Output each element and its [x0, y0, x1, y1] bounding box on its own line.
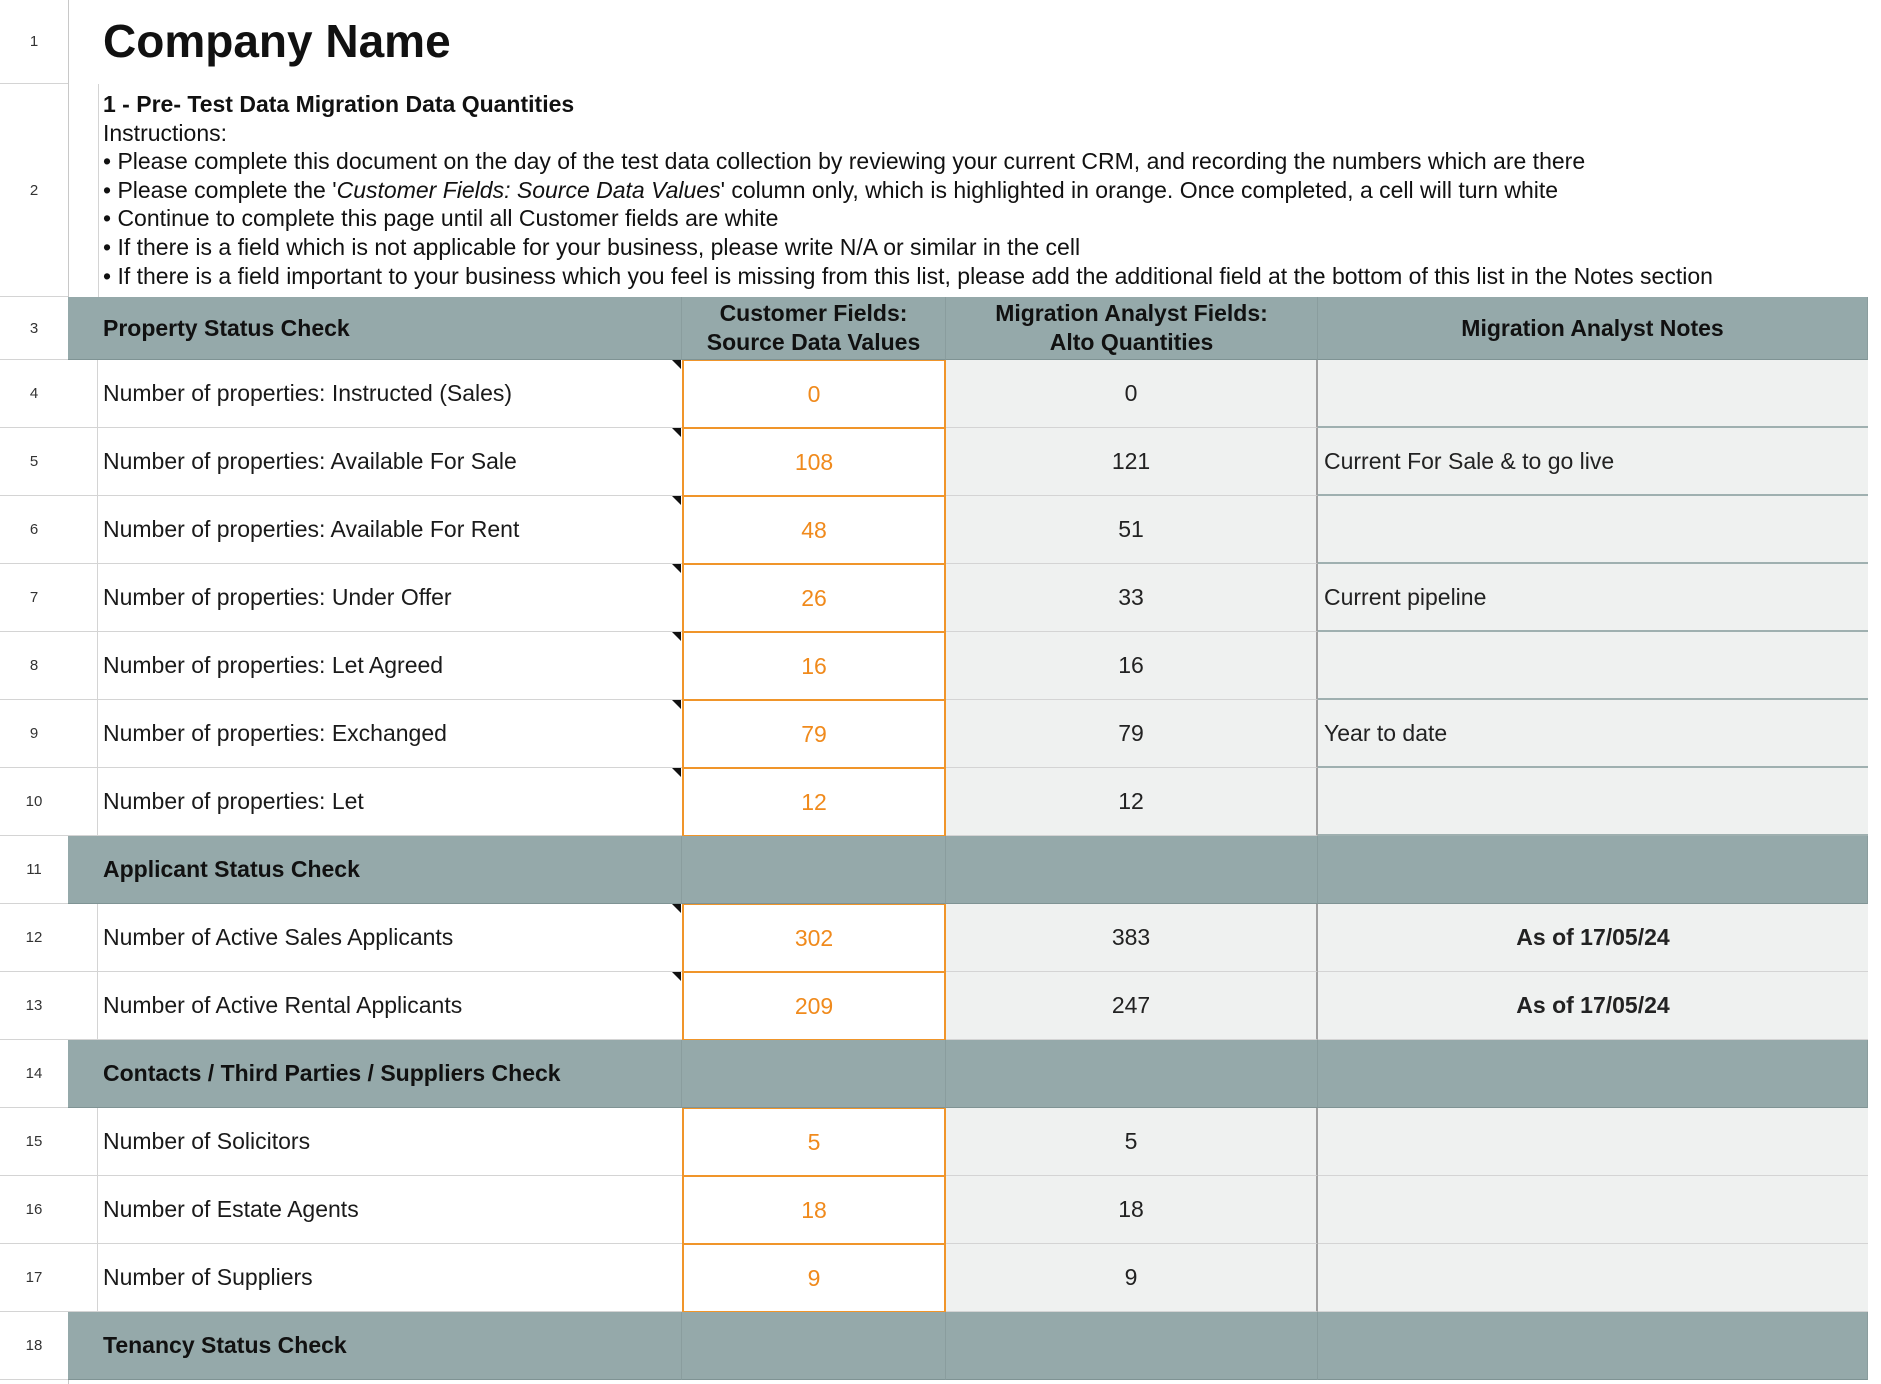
row-number[interactable]: 14 [0, 1040, 68, 1108]
row-label: Number of properties: Instructed (Sales) [103, 380, 513, 406]
customer-value-cell[interactable]: 26 [682, 564, 946, 632]
row-number[interactable]: 5 [0, 428, 68, 496]
notes-cell[interactable] [1318, 632, 1868, 700]
section-row [68, 836, 1868, 904]
row-gap-cell [68, 904, 98, 971]
section-heading: 1 - Pre- Test Data Migration Data Quantities [103, 91, 575, 117]
row-number[interactable]: 13 [0, 972, 68, 1040]
row-label: Number of Active Rental Applicants [103, 992, 463, 1018]
row-label-cell[interactable] [68, 632, 682, 700]
row-number-column [0, 0, 69, 1384]
alto-value-cell[interactable]: 79 [946, 700, 1318, 768]
notes-cell[interactable]: Year to date [1318, 700, 1868, 768]
instruction-bullet: • Please complete this document on the day of the test data collection by reviewing your current CRM, and recording the numbers which are there [103, 148, 1586, 175]
notes-cell[interactable] [1318, 1108, 1868, 1176]
alto-value-cell[interactable]: 51 [946, 496, 1318, 564]
customer-value-cell[interactable]: 209 [682, 972, 946, 1040]
comment-indicator-icon[interactable] [672, 972, 681, 981]
row-gap-cell [68, 768, 98, 835]
row-number[interactable]: 9 [0, 700, 68, 768]
row-label-cell[interactable] [68, 360, 682, 428]
header-line: Source Data Values [706, 329, 921, 355]
section-row [68, 1040, 1868, 1108]
header-line: Customer Fields: [719, 300, 908, 326]
comment-indicator-icon[interactable] [672, 564, 681, 573]
customer-value-cell[interactable]: 48 [682, 496, 946, 564]
alto-value-cell[interactable]: 12 [946, 768, 1318, 836]
section-cell[interactable] [682, 1040, 946, 1108]
row-label: Number of Solicitors [103, 1128, 311, 1154]
customer-value-cell[interactable]: 16 [682, 632, 946, 700]
row-label: Number of properties: Let [103, 788, 364, 814]
row-label: Number of properties: Let Agreed [103, 652, 444, 678]
table-row [68, 428, 1868, 496]
row-label-cell[interactable] [68, 1176, 682, 1244]
row-label-cell[interactable] [68, 428, 682, 496]
customer-value-cell[interactable]: 79 [682, 700, 946, 768]
row-gap-cell[interactable] [68, 84, 99, 297]
section-title-tenancy[interactable]: Tenancy Status Check [68, 1312, 682, 1380]
alto-value-cell[interactable]: 247 [946, 972, 1318, 1040]
header-line: Migration Analyst Fields: [995, 300, 1268, 326]
table-row [68, 1244, 1868, 1312]
instruction-text: ' column only, which is highlighted in orange. Once completed, a cell will turn white [720, 176, 1559, 203]
row-label: Number of Estate Agents [103, 1196, 359, 1222]
row-number[interactable]: 15 [0, 1108, 68, 1176]
header-line: Alto Quantities [1049, 329, 1214, 355]
section-cell[interactable] [1318, 836, 1868, 904]
row-number[interactable]: 18 [0, 1312, 68, 1380]
row-gap-cell [68, 564, 98, 631]
table-row [68, 564, 1868, 632]
row-label-cell[interactable] [68, 564, 682, 632]
customer-value-cell[interactable]: 302 [682, 904, 946, 972]
row-gap-cell [68, 1176, 98, 1243]
notes-cell[interactable]: Current pipeline [1318, 564, 1868, 632]
notes-cell[interactable] [1318, 496, 1868, 564]
table-row [68, 768, 1868, 836]
instruction-text: • Please complete the ' [103, 176, 337, 203]
customer-value-cell[interactable]: 108 [682, 428, 946, 496]
row-number[interactable]: 11 [0, 836, 68, 904]
section-cell[interactable] [682, 836, 946, 904]
section-cell[interactable] [946, 836, 1318, 904]
alto-value-cell[interactable]: 16 [946, 632, 1318, 700]
alto-value-cell[interactable]: 121 [946, 428, 1318, 496]
section-row [68, 1312, 1868, 1380]
table-row [68, 904, 1868, 972]
alto-value-cell[interactable]: 5 [946, 1108, 1318, 1176]
row-label-cell[interactable] [68, 700, 682, 768]
customer-value-cell[interactable]: 18 [682, 1176, 946, 1244]
customer-value-cell[interactable]: 12 [682, 768, 946, 836]
table-row [68, 1108, 1868, 1176]
comment-indicator-icon[interactable] [672, 632, 681, 641]
row-gap-cell [68, 1244, 98, 1311]
instruction-bullet: • If there is a field important to your business which you feel is missing from this list, please add the additional field at the bottom of this list in the Notes section [103, 262, 1713, 289]
comment-indicator-icon[interactable] [672, 904, 681, 913]
instruction-bullet: • Continue to complete this page until all Customer fields are white [103, 205, 779, 232]
row-label-cell[interactable] [68, 1108, 682, 1176]
row-number[interactable]: 6 [0, 496, 68, 564]
row-number[interactable]: 2 [0, 84, 68, 297]
row-number[interactable]: 3 [0, 297, 68, 360]
table-row [68, 496, 1868, 564]
alto-value-cell[interactable]: 0 [946, 360, 1318, 428]
section-cell[interactable] [1318, 1312, 1868, 1380]
row-label-cell[interactable] [68, 768, 682, 836]
customer-value-cell[interactable]: 9 [682, 1244, 946, 1312]
row-number[interactable]: 10 [0, 768, 68, 836]
customer-value-cell[interactable]: 5 [682, 1108, 946, 1176]
customer-value-cell[interactable]: 0 [682, 360, 946, 428]
notes-cell[interactable] [1318, 360, 1868, 428]
table-row [68, 700, 1868, 768]
row-gap-cell [68, 1108, 98, 1175]
notes-cell[interactable]: Current For Sale & to go live [1318, 428, 1868, 496]
instruction-emphasis: Customer Fields: Source Data Values [336, 176, 721, 203]
section-cell[interactable] [682, 1312, 946, 1380]
row-gap-cell [68, 428, 98, 495]
row-number[interactable]: 16 [0, 1176, 68, 1244]
notes-cell[interactable]: As of 17/05/24 [1318, 904, 1868, 972]
row-label-cell[interactable] [68, 972, 682, 1040]
comment-indicator-icon[interactable] [672, 768, 681, 777]
row-label-cell[interactable] [68, 904, 682, 972]
page-title[interactable]: Company Name [103, 15, 451, 67]
row-gap-cell [68, 700, 98, 767]
section-title-contacts[interactable]: Contacts / Third Parties / Suppliers Check [68, 1040, 682, 1108]
header-analyst-fields[interactable] [946, 297, 1318, 360]
instruction-bullet: • If there is a field which is not applicable for your business, please write N/A or similar in the cell [103, 233, 1081, 260]
instructions-block[interactable] [103, 90, 1863, 290]
row-label: Number of properties: Available For Sale [103, 448, 517, 474]
section-cell[interactable] [1318, 1040, 1868, 1108]
row-gap-cell [68, 360, 98, 427]
comment-indicator-icon[interactable] [672, 360, 681, 369]
table-row [68, 1176, 1868, 1244]
row-label: Number of properties: Under Offer [103, 584, 452, 610]
row-label: Number of properties: Available For Rent [103, 516, 520, 542]
row-number[interactable]: 8 [0, 632, 68, 700]
section-cell[interactable] [946, 1040, 1318, 1108]
comment-indicator-icon[interactable] [672, 496, 681, 505]
notes-cell[interactable] [1318, 1176, 1868, 1244]
row-number[interactable]: 4 [0, 360, 68, 428]
notes-cell[interactable] [1318, 1244, 1868, 1312]
header-analyst-notes[interactable]: Migration Analyst Notes [1318, 297, 1868, 360]
instruction-bullet [103, 176, 1863, 205]
row-number[interactable]: 1 [0, 0, 68, 84]
instructions-label: Instructions: [103, 119, 227, 146]
row-label-cell[interactable] [68, 1244, 682, 1312]
row-number[interactable]: 7 [0, 564, 68, 632]
comment-indicator-icon[interactable] [672, 428, 681, 437]
table-row [68, 632, 1868, 700]
row-label: Number of properties: Exchanged [103, 720, 447, 746]
row-label-cell[interactable] [68, 496, 682, 564]
header-property-status[interactable]: Property Status Check [68, 297, 682, 360]
notes-cell[interactable]: As of 17/05/24 [1318, 972, 1868, 1040]
section-title-applicant[interactable]: Applicant Status Check [68, 836, 682, 904]
section-cell[interactable] [946, 1312, 1318, 1380]
alto-value-cell[interactable]: 383 [946, 904, 1318, 972]
notes-cell[interactable] [1318, 768, 1868, 836]
header-row [68, 297, 1868, 360]
table-row [68, 360, 1868, 428]
row-number[interactable]: 17 [0, 1244, 68, 1312]
row-gap-cell [68, 496, 98, 563]
comment-indicator-icon[interactable] [672, 700, 681, 709]
alto-value-cell[interactable]: 9 [946, 1244, 1318, 1312]
table-row [68, 972, 1868, 1040]
alto-value-cell[interactable]: 18 [946, 1176, 1318, 1244]
row-label: Number of Active Sales Applicants [103, 924, 454, 950]
header-customer-fields[interactable] [682, 297, 946, 360]
row-label: Number of Suppliers [103, 1264, 313, 1290]
row-number[interactable]: 12 [0, 904, 68, 972]
row-gap-cell [68, 632, 98, 699]
row-gap-cell [68, 972, 98, 1039]
alto-value-cell[interactable]: 33 [946, 564, 1318, 632]
